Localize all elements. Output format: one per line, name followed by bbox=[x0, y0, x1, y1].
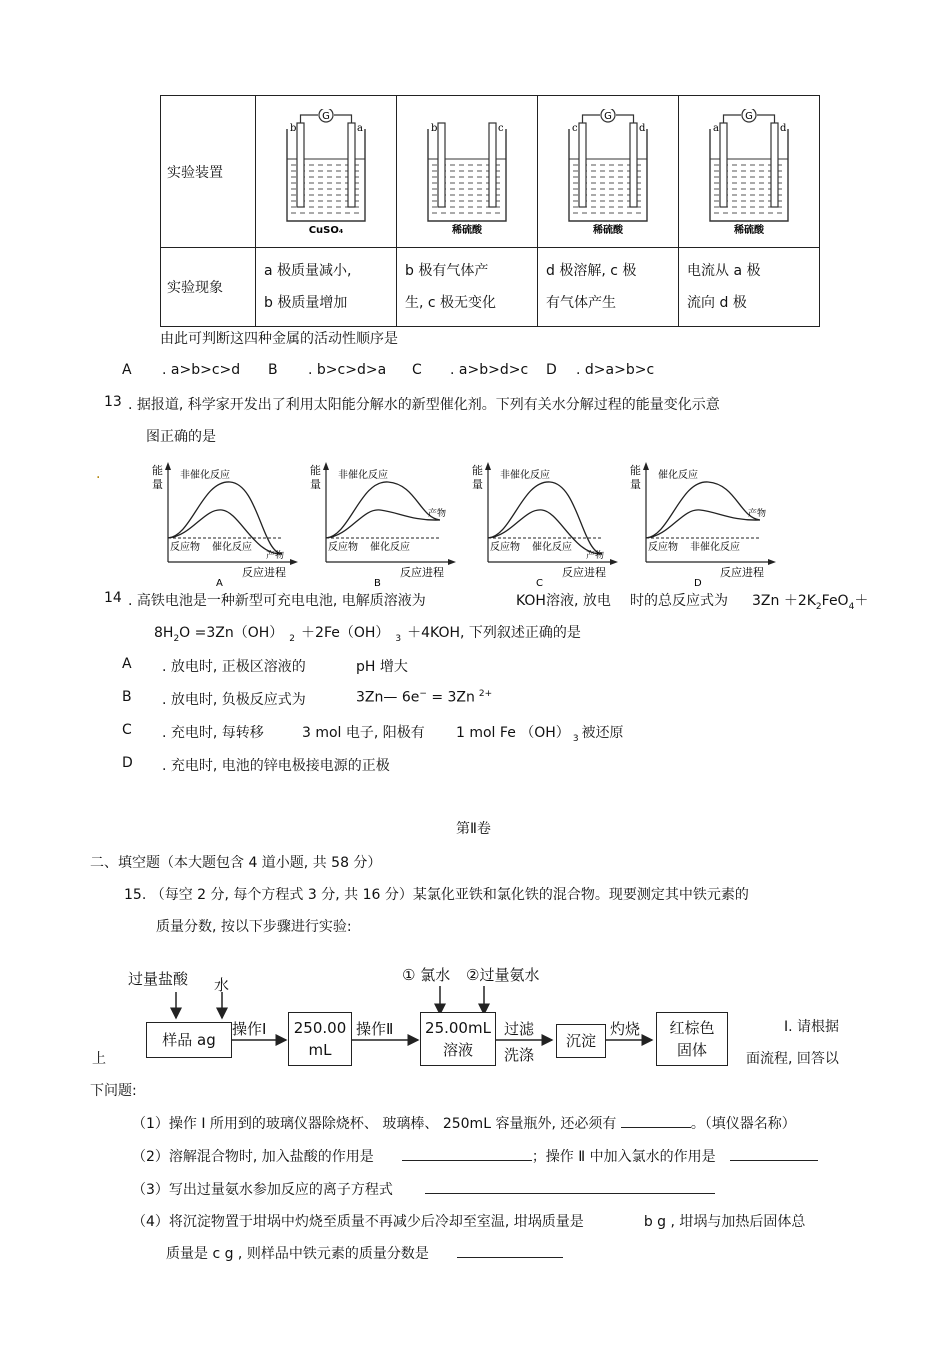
row-label-phenomenon: 实验现象 bbox=[161, 248, 256, 327]
q15-sub1-b: 。（填仪器名称） bbox=[690, 1116, 796, 1132]
q14-l2-b: 2 bbox=[173, 633, 180, 644]
y-label-1: 能 bbox=[310, 464, 321, 477]
q14-l2-c: O =3Zn（OH） bbox=[179, 625, 284, 641]
q15-line1: 15. （每空 2 分, 每个方程式 3 分, 共 16 分）某氯化亚铁和氯化铁的混合物。现要测定其中铁元素的 bbox=[124, 887, 749, 903]
galvanometer-label: G bbox=[745, 110, 753, 122]
x-axis-label: 反应进程 bbox=[242, 566, 286, 579]
q14-line1-b: KOH溶液, 放电 bbox=[516, 593, 611, 609]
box-red-solid-l1: 红棕色 bbox=[669, 1019, 715, 1037]
q14-line1-c: 时的总反应式为 bbox=[630, 593, 728, 609]
q14-l2-d: 2 bbox=[289, 633, 296, 644]
reagent-chlorine: ① 氯水 bbox=[402, 966, 451, 984]
phenomenon-1-line1: a 极质量减小, bbox=[264, 263, 352, 279]
label-low-curve: 催化反应 bbox=[370, 542, 410, 553]
q15-sub4-line2 bbox=[166, 1243, 563, 1263]
y-label-2: 量 bbox=[310, 478, 321, 491]
x-axis-label: 反应进程 bbox=[720, 566, 764, 579]
box-25ml-l1: 25.00mL bbox=[425, 1019, 491, 1037]
q14-formula-sub2: 2 bbox=[815, 601, 822, 612]
galvanometer-label: G bbox=[604, 110, 612, 122]
q14-option-a-extra: pH 增大 bbox=[356, 659, 408, 675]
label-product-low: 产物 bbox=[266, 551, 285, 561]
y-label-2: 量 bbox=[472, 478, 483, 491]
q14-l2-f: 3 bbox=[395, 633, 402, 644]
q12-option-a-text: . a>b>c>d bbox=[162, 362, 241, 378]
q12-option-d-text: . d>a>b>c bbox=[576, 362, 655, 378]
y-label-1: 能 bbox=[630, 464, 641, 477]
label-wash: 洗涤 bbox=[504, 1046, 535, 1064]
q14-l2-e: ＋2Fe（OH） bbox=[301, 625, 390, 641]
answer-blank-1[interactable] bbox=[621, 1113, 691, 1128]
label-top-curve: 非催化反应 bbox=[500, 470, 550, 481]
q15-side-right: 面流程, 回答以 bbox=[746, 1051, 839, 1067]
q15-sub4-a: （4）将沉淀物置于坩埚中灼烧至质量不再减少后冷却至室温, 坩埚质量是 bbox=[132, 1214, 584, 1230]
label-low-curve: 催化反应 bbox=[532, 542, 572, 553]
q14-option-c-extra: 3 mol 电子, 阳极有 bbox=[302, 725, 425, 741]
label-ignite: 灼烧 bbox=[610, 1020, 641, 1038]
box-250ml-l1: 250.00 bbox=[293, 1019, 347, 1037]
q14-b-eq2: = 3Zn bbox=[426, 689, 475, 706]
q15-next-line: 下问题: bbox=[90, 1083, 137, 1099]
box-25ml-l2: 溶液 bbox=[442, 1041, 473, 1059]
box-red-solid-l2: 固体 bbox=[676, 1041, 707, 1059]
phenomenon-1-line2: b 极质量增加 bbox=[264, 295, 348, 311]
electrode-left-label: b bbox=[431, 122, 438, 134]
label-reactant: 反应物 bbox=[490, 542, 520, 553]
q15-sub2-b: ；操作 Ⅱ 中加入氯水的作用是 bbox=[531, 1149, 716, 1165]
solution-label: 稀硫酸 bbox=[734, 224, 764, 235]
q14-formula-sub4: 4 bbox=[848, 601, 855, 612]
label-filter: 过滤 bbox=[504, 1020, 535, 1038]
q15-sub4-line1 bbox=[132, 1211, 805, 1231]
label-reactant: 反应物 bbox=[328, 542, 358, 553]
q15-sub1 bbox=[132, 1113, 796, 1133]
q15-sub2 bbox=[132, 1146, 818, 1166]
solution-label: CuSO₄ bbox=[308, 224, 344, 235]
graph-letter: B bbox=[374, 578, 381, 588]
phenomenon-3-line2: 有气体产生 bbox=[546, 295, 616, 311]
row-label-device: 实验装置 bbox=[161, 96, 256, 248]
box-red-solid bbox=[656, 1012, 728, 1066]
electrode-left-label: a bbox=[713, 122, 719, 134]
q14-c-fe: 1 mol Fe （OH） bbox=[456, 725, 570, 741]
graph-letter: C bbox=[536, 578, 543, 588]
box-sample bbox=[146, 1022, 232, 1058]
section-title: 第Ⅱ卷 bbox=[456, 821, 491, 837]
label-top-curve: 非催化反应 bbox=[180, 470, 230, 481]
q12-option-c-letter: C bbox=[412, 362, 422, 378]
label-top-curve: 催化反应 bbox=[658, 470, 698, 481]
q12-option-b-letter: B bbox=[268, 362, 278, 378]
y-label-1: 能 bbox=[152, 464, 163, 477]
q14-option-c-text: . 充电时, 每转移 bbox=[162, 725, 264, 741]
label-low-curve: 非催化反应 bbox=[690, 542, 740, 553]
label-op1: 操作Ⅰ bbox=[232, 1020, 267, 1038]
answer-blank-4[interactable] bbox=[425, 1179, 715, 1194]
box-25ml bbox=[420, 1012, 496, 1066]
phenomenon-2-line2: 生, c 极无变化 bbox=[405, 295, 497, 311]
solution-label: 稀硫酸 bbox=[593, 224, 623, 235]
q14-formula-zn: 3Zn ＋2K bbox=[752, 593, 816, 609]
electrode-right-label: d bbox=[780, 122, 787, 134]
label-low-curve: 催化反应 bbox=[212, 542, 252, 553]
q14-l2-a: 8H bbox=[154, 625, 174, 641]
graph-letter: D bbox=[694, 578, 702, 588]
electrode-left-label: b bbox=[290, 122, 297, 134]
reagent-ammonia: ②过量氨水 bbox=[466, 966, 540, 984]
solution-label: 稀硫酸 bbox=[452, 224, 482, 235]
q14-number: 14 bbox=[104, 590, 122, 606]
q14-b-sup1: − bbox=[419, 689, 427, 699]
answer-blank-3[interactable] bbox=[730, 1146, 818, 1161]
q15-line2: 质量分数, 按以下步骤进行实验: bbox=[156, 919, 352, 935]
q14-line1-a: . 高铁电池是一种新型可充电电池, 电解质溶液为 bbox=[128, 593, 426, 609]
q14-option-d-letter: D bbox=[122, 755, 133, 771]
label-product-low: 产物 bbox=[586, 551, 605, 561]
q12-option-d-letter: D bbox=[546, 362, 557, 378]
phenomenon-4-line2: 流向 d 极 bbox=[687, 295, 747, 311]
label-reactant: 反应物 bbox=[170, 542, 200, 553]
q15-sub3 bbox=[132, 1179, 715, 1199]
q13-line1: . 据报道, 科学家开发出了利用太阳能分解水的新型催化剂。下列有关水分解过程的能量变化示意 bbox=[128, 397, 720, 413]
x-axis-label: 反应进程 bbox=[400, 566, 444, 579]
q14-option-c-letter: C bbox=[122, 722, 132, 738]
electrode-right-label: c bbox=[498, 122, 504, 134]
q15-side-left: 上 bbox=[92, 1051, 106, 1067]
q14-c-sub: 3 bbox=[572, 733, 579, 744]
phenomenon-3-line1: d 极溶解, c 极 bbox=[546, 263, 637, 279]
box-250ml bbox=[288, 1012, 352, 1066]
y-label-1: 能 bbox=[472, 464, 483, 477]
q14-option-b-text: . 放电时, 负极反应式为 bbox=[162, 692, 306, 708]
x-axis-label: 反应进程 bbox=[562, 566, 606, 579]
q15-side-top: Ⅰ. 请根据 bbox=[784, 1019, 840, 1035]
phenomenon-4-line1: 电流从 a 极 bbox=[687, 263, 761, 279]
q14-formula-feo: FeO bbox=[821, 593, 849, 609]
q12-conclusion: 由此可判断这四种金属的活动性顺序是 bbox=[160, 331, 398, 347]
q14-b-eq1: 3Zn— 6e bbox=[356, 689, 420, 706]
q15-sub1-a: （1）操作 Ⅰ 所用到的玻璃仪器除烧杯、 玻璃棒、 250mL 容量瓶外, 还必须有 bbox=[132, 1116, 617, 1132]
graph-letter: A bbox=[216, 578, 223, 588]
reagent-water: 水 bbox=[214, 976, 230, 994]
q14-l2-g: ＋4KOH, 下列叙述正确的是 bbox=[407, 625, 581, 641]
label-product-mid: 产物 bbox=[428, 509, 447, 519]
q14-option-b-letter: B bbox=[122, 689, 132, 705]
q13-number: 13 bbox=[104, 394, 122, 410]
box-precipitate-text: 沉淀 bbox=[565, 1032, 596, 1050]
box-sample-text: 样品 ag bbox=[162, 1031, 216, 1049]
y-label-2: 量 bbox=[152, 478, 163, 491]
q14-c-end: 被还原 bbox=[581, 725, 624, 741]
reagent-hcl: 过量盐酸 bbox=[128, 970, 189, 988]
q14-option-d-text: . 充电时, 电池的锌电极接电源的正极 bbox=[162, 758, 390, 774]
q15-sub3-text: （3）写出过量氨水参加反应的离子方程式 bbox=[132, 1182, 393, 1198]
q15-sub4-b: b g , 坩埚与加热后固体总 bbox=[643, 1214, 806, 1230]
electrode-right-label: d bbox=[639, 122, 646, 134]
box-250ml-l2: mL bbox=[308, 1041, 332, 1059]
q14-option-a-letter: A bbox=[122, 656, 132, 672]
q14-option-a-text: . 放电时, 正极区溶液的 bbox=[162, 659, 306, 675]
y-label-2: 量 bbox=[630, 478, 641, 491]
answer-blank-2[interactable] bbox=[402, 1146, 532, 1161]
q12-option-b-text: . b>c>d>a bbox=[308, 362, 387, 378]
electrode-left-label: c bbox=[572, 122, 578, 134]
section-header: 二、填空题（本大题包含 4 道小题, 共 58 分） bbox=[90, 855, 382, 871]
label-product-mid: 产物 bbox=[748, 509, 767, 519]
q12-option-c-text: . a>b>d>c bbox=[450, 362, 529, 378]
q14-b-sup2: 2+ bbox=[478, 689, 493, 699]
q14-formula-plus: ＋ bbox=[854, 593, 869, 609]
stray-dot: . bbox=[96, 466, 101, 482]
q13-line2: 图正确的是 bbox=[146, 429, 216, 445]
label-top-curve: 非催化反应 bbox=[338, 470, 388, 481]
galvanometer-label: G bbox=[322, 110, 330, 122]
electrode-right-label: a bbox=[357, 122, 363, 134]
answer-blank-5[interactable] bbox=[457, 1243, 563, 1258]
phenomenon-2-line1: b 极有气体产 bbox=[405, 263, 489, 279]
label-op2: 操作Ⅱ bbox=[356, 1020, 394, 1038]
q15-sub2-a: （2）溶解混合物时, 加入盐酸的作用是 bbox=[132, 1149, 374, 1165]
q12-option-a-letter: A bbox=[122, 362, 132, 378]
label-reactant: 反应物 bbox=[648, 542, 678, 553]
box-precipitate bbox=[556, 1024, 606, 1058]
q15-sub4-c: 质量是 c g , 则样品中铁元素的质量分数是 bbox=[166, 1246, 429, 1262]
